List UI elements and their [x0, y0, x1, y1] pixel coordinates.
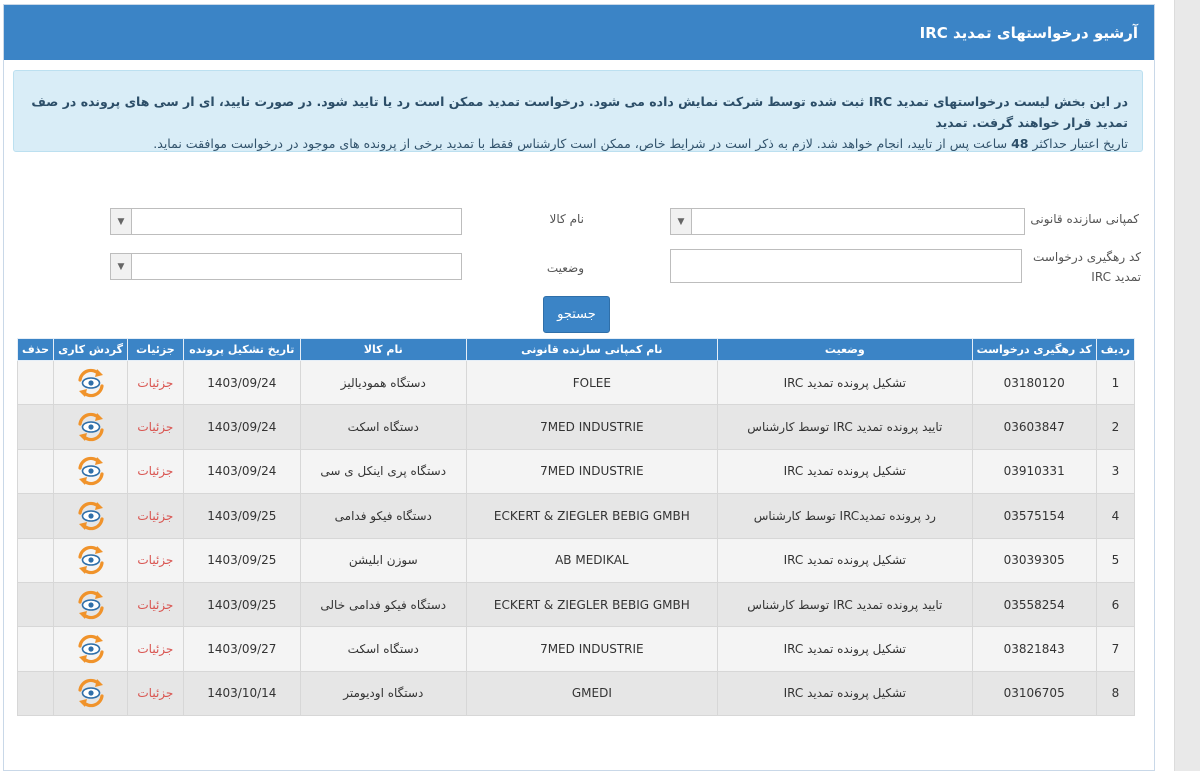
cell-details — [127, 671, 183, 715]
workflow-icon[interactable] — [75, 464, 107, 478]
requests-table — [17, 338, 1135, 716]
col-header-product: نام کالا — [300, 339, 466, 361]
workflow-icon[interactable] — [75, 686, 107, 700]
cell-details — [127, 538, 183, 582]
workflow-icon[interactable] — [75, 420, 107, 434]
table-row — [18, 538, 1135, 582]
cell-workflow — [54, 538, 128, 582]
cell-workflow — [54, 405, 128, 449]
details-link[interactable]: جزئیات — [137, 642, 174, 657]
cell-status: تایید پرونده تمدید IRC توسط کارشناس — [718, 405, 972, 449]
cell-date: 1403/09/25 — [183, 494, 300, 538]
cell-row-number: 8 — [1096, 671, 1134, 715]
cell-delete — [18, 627, 54, 671]
cell-date: 1403/09/24 — [183, 361, 300, 405]
cell-product: دستگاه پری اینکل ی سی — [300, 449, 466, 493]
cell-tracking-code: 03180120 — [972, 361, 1096, 405]
cell-workflow — [54, 671, 128, 715]
scrollbar[interactable] — [1174, 0, 1200, 771]
chevron-down-icon: ▼ — [111, 209, 132, 234]
cell-delete — [18, 494, 54, 538]
col-header-tracking-code: کد رهگیری درخواست — [972, 339, 1096, 361]
details-link[interactable]: جزئیات — [137, 686, 174, 701]
cell-tracking-code: 03558254 — [972, 582, 1096, 626]
cell-product: سوزن ابلیشن — [300, 538, 466, 582]
cell-delete — [18, 405, 54, 449]
table-header-row — [18, 339, 1135, 361]
cell-company: AB MEDIKAL — [466, 538, 717, 582]
col-header-details: جزئیات — [127, 339, 183, 361]
cell-row-number: 2 — [1096, 405, 1134, 449]
table-row — [18, 361, 1135, 405]
details-link[interactable]: جزئیات — [137, 553, 174, 568]
company-label: کمپانی سازنده قانونی — [1030, 212, 1139, 226]
table-row — [18, 582, 1135, 626]
table-row — [18, 627, 1135, 671]
cell-status: تشکیل پرونده تمدید IRC — [718, 671, 972, 715]
cell-company: 7MED INDUSTRIE — [466, 627, 717, 671]
cell-delete — [18, 538, 54, 582]
cell-row-number: 6 — [1096, 582, 1134, 626]
cell-product: دستگاه اودیومتر — [300, 671, 466, 715]
chevron-down-icon: ▼ — [111, 254, 132, 279]
cell-workflow — [54, 449, 128, 493]
info-alert — [13, 70, 1143, 152]
info-line-1: در این بخش لیست درخواستهای تمدید IRC ثبت شده توسط شرکت نمایش داده می شود. درخواست تمدید ممکن است رد یا تایید شود. در صورت تایید، ای ار سی های پرونده در صف تمدید قرار خواهند گرفت. تمدید — [31, 94, 1128, 130]
details-link[interactable]: جزئیات — [137, 597, 174, 612]
status-select[interactable] — [110, 253, 462, 280]
cell-date: 1403/09/27 — [183, 627, 300, 671]
cell-row-number: 1 — [1096, 361, 1134, 405]
cell-company: GMEDI — [466, 671, 717, 715]
cell-row-number: 7 — [1096, 627, 1134, 671]
col-header-status: وضعیت — [718, 339, 972, 361]
product-label: نام کالا — [549, 212, 584, 226]
info-line-2-suffix: ساعت پس از تایید، انجام خواهد شد. لازم به ذکر است در شرایط خاص، ممکن است کارشناس فقط با تمدید برخی از پرونده های موجود در درخواست موافقت نماید. — [153, 136, 1008, 151]
details-link[interactable]: جزئیات — [137, 375, 174, 390]
cell-company: FOLEE — [466, 361, 717, 405]
cell-product: دستگاه همودیالیز — [300, 361, 466, 405]
cell-date: 1403/09/24 — [183, 449, 300, 493]
cell-row-number: 4 — [1096, 494, 1134, 538]
cell-status: تشکیل پرونده تمدید IRC — [718, 449, 972, 493]
details-link[interactable]: جزئیات — [137, 420, 174, 435]
table-row — [18, 494, 1135, 538]
cell-workflow — [54, 627, 128, 671]
cell-status: تشکیل پرونده تمدید IRC — [718, 361, 972, 405]
col-header-delete: حذف — [18, 339, 54, 361]
cell-date: 1403/10/14 — [183, 671, 300, 715]
cell-product: دستگاه فیکو فدامی خالی — [300, 582, 466, 626]
cell-workflow — [54, 361, 128, 405]
cell-company: 7MED INDUSTRIE — [466, 405, 717, 449]
cell-delete — [18, 361, 54, 405]
cell-delete — [18, 582, 54, 626]
cell-company: ECKERT & ZIEGLER BEBIG GMBH — [466, 582, 717, 626]
cell-tracking-code: 03910331 — [972, 449, 1096, 493]
cell-date: 1403/09/25 — [183, 582, 300, 626]
workflow-icon[interactable] — [75, 597, 107, 611]
table-row — [18, 405, 1135, 449]
table-row — [18, 449, 1135, 493]
cell-tracking-code: 03106705 — [972, 671, 1096, 715]
cell-details — [127, 582, 183, 626]
cell-details — [127, 627, 183, 671]
cell-date: 1403/09/24 — [183, 405, 300, 449]
cell-status: تشکیل پرونده تمدید IRC — [718, 538, 972, 582]
table-row — [18, 671, 1135, 715]
cell-workflow — [54, 494, 128, 538]
search-button[interactable]: جستجو — [543, 296, 610, 333]
cell-company: ECKERT & ZIEGLER BEBIG GMBH — [466, 494, 717, 538]
col-header-row-number: ردیف — [1096, 339, 1134, 361]
workflow-icon[interactable] — [75, 508, 107, 522]
cell-status: تایید پرونده تمدید IRC توسط کارشناس — [718, 582, 972, 626]
product-select[interactable] — [110, 208, 462, 235]
cell-details — [127, 494, 183, 538]
col-header-company: نام کمپانی سازنده قانونی — [466, 339, 717, 361]
cell-status: رد پرونده تمدیدIRC توسط کارشناس — [718, 494, 972, 538]
cell-tracking-code: 03575154 — [972, 494, 1096, 538]
col-header-date: تاریخ تشکیل پرونده — [183, 339, 300, 361]
cell-status: تشکیل پرونده تمدید IRC — [718, 627, 972, 671]
cell-delete — [18, 449, 54, 493]
cell-product: دستگاه اسکت — [300, 627, 466, 671]
workflow-icon[interactable] — [75, 553, 107, 567]
cell-row-number: 3 — [1096, 449, 1134, 493]
col-header-workflow: گردش کاری — [54, 339, 128, 361]
tracking-code-input[interactable] — [670, 249, 1022, 283]
workflow-icon[interactable] — [75, 375, 107, 389]
cell-date: 1403/09/25 — [183, 538, 300, 582]
cell-tracking-code: 03603847 — [972, 405, 1096, 449]
cell-tracking-code: 03821843 — [972, 627, 1096, 671]
status-label: وضعیت — [546, 261, 584, 275]
chevron-down-icon: ▼ — [671, 209, 692, 234]
cell-company: 7MED INDUSTRIE — [466, 449, 717, 493]
details-link[interactable]: جزئیات — [137, 464, 174, 479]
cell-workflow — [54, 582, 128, 626]
cell-details — [127, 361, 183, 405]
tracking-label: کد رهگیری درخواست تمدید IRC — [1033, 250, 1141, 284]
cell-product: دستگاه اسکت — [300, 405, 466, 449]
details-link[interactable]: جزئیات — [137, 508, 174, 523]
cell-details — [127, 449, 183, 493]
cell-row-number: 5 — [1096, 538, 1134, 582]
cell-details — [127, 405, 183, 449]
page-title: آرشیو درخواستهای تمدید IRC — [4, 5, 1154, 60]
cell-tracking-code: 03039305 — [972, 538, 1096, 582]
cell-product: دستگاه فیکو فدامی — [300, 494, 466, 538]
cell-delete — [18, 671, 54, 715]
info-line-2-prefix: تاریخ اعتبار حداکثر — [1032, 136, 1128, 151]
workflow-icon[interactable] — [75, 642, 107, 656]
company-select[interactable] — [670, 208, 1025, 235]
info-line-2-hours: 48 — [1011, 136, 1029, 151]
